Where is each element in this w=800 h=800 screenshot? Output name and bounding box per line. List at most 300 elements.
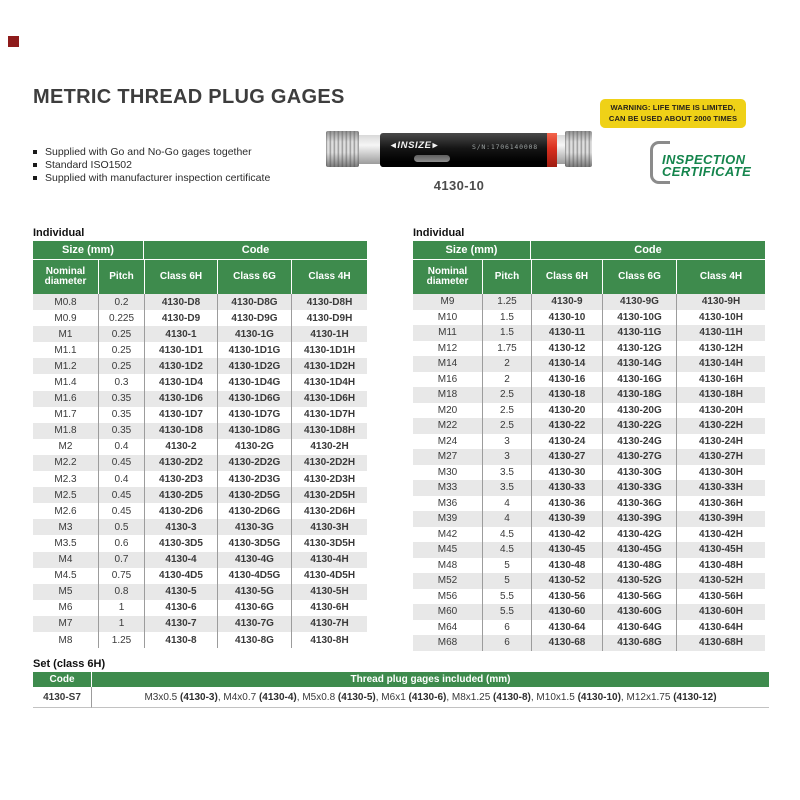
- table-row: [413, 496, 765, 512]
- code-cell: 4130-68: [531, 635, 602, 651]
- col-class-6h: Class 6H: [144, 260, 217, 294]
- nominal-diameter-cell: M1.8: [54, 425, 77, 437]
- table-row: [33, 294, 367, 310]
- code-cell: 4130-D8G: [217, 294, 291, 310]
- nominal-diameter-cell: M0.9: [54, 312, 77, 324]
- pitch-cell: 0.35: [98, 391, 144, 407]
- code-cell: 4130-2D3G: [217, 471, 291, 487]
- code-cell: 4130-24H: [676, 434, 765, 450]
- pitch-cell: 0.8: [98, 584, 144, 600]
- pitch-cell: 1.5: [482, 310, 531, 326]
- code-cell: 4130-64: [531, 620, 602, 636]
- table-row: [413, 356, 765, 372]
- included-gage-code: (4130-12): [673, 691, 717, 703]
- table-row: [413, 558, 765, 574]
- pitch-cell: 4: [482, 511, 531, 527]
- nominal-diameter-cell: M6: [58, 602, 73, 614]
- nominal-diameter-cell: M33: [437, 482, 458, 494]
- pitch-cell: 0.45: [98, 455, 144, 471]
- code-cell: 4130-68H: [676, 635, 765, 651]
- header-group-row: [33, 241, 367, 260]
- code-cell: 4130-42G: [602, 527, 676, 543]
- col-pitch: Pitch: [482, 260, 531, 294]
- nominal-diameter-cell: M3: [58, 521, 73, 533]
- code-cell: 4130-2D5G: [217, 487, 291, 503]
- set-code-value: 4130-S7: [33, 687, 91, 708]
- nominal-diameter-cell: M1.6: [54, 393, 77, 405]
- table-row: [33, 471, 367, 487]
- pitch-cell: 0.3: [98, 374, 144, 390]
- table-row: [413, 465, 765, 481]
- pitch-cell: 5.5: [482, 589, 531, 605]
- code-cell: 4130-20G: [602, 403, 676, 419]
- code-cell: 4130-6H: [291, 600, 367, 616]
- col-class-6g: Class 6G: [602, 260, 676, 294]
- included-gage-code: (4130-3): [180, 691, 218, 703]
- code-cell: 4130-10G: [602, 310, 676, 326]
- pitch-cell: 0.45: [98, 503, 144, 519]
- code-cell: 4130-33: [531, 480, 602, 496]
- table-row: [33, 326, 367, 342]
- code-cell: 4130-1D8H: [291, 423, 367, 439]
- nominal-diameter-cell: M2.2: [54, 457, 77, 469]
- code-cell: 4130-8H: [291, 632, 367, 648]
- code-cell: 4130-52: [531, 573, 602, 589]
- go-thread-end: [326, 131, 359, 167]
- code-cell: 4130-1D1: [144, 342, 217, 358]
- pitch-cell: 1: [98, 616, 144, 632]
- code-cell: 4130-D9G: [217, 310, 291, 326]
- code-cell: 4130-14G: [602, 356, 676, 372]
- nominal-diameter-cell: M68: [437, 637, 458, 649]
- table-row: [33, 455, 367, 471]
- included-gage-code: (4130-8): [493, 691, 531, 703]
- code-cell: 4130-60: [531, 604, 602, 620]
- table-row: [413, 620, 765, 636]
- code-cell: 4130-12G: [602, 341, 676, 357]
- code-cell: 4130-18G: [602, 387, 676, 403]
- table-row: [33, 568, 367, 584]
- code-cell: 4130-1G: [217, 326, 291, 342]
- table-row: [413, 418, 765, 434]
- table-row: [33, 584, 367, 600]
- included-gage-code: (4130-6): [408, 691, 447, 703]
- table-row: [33, 552, 367, 568]
- pitch-cell: 5: [482, 573, 531, 589]
- nominal-diameter-cell: M64: [437, 621, 458, 633]
- code-cell: 4130-9: [531, 294, 602, 310]
- nominal-diameter-cell: M60: [437, 606, 458, 618]
- pitch-cell: 3: [482, 449, 531, 465]
- code-cell: 4130-5G: [217, 584, 291, 600]
- code-cell: 4130-11G: [602, 325, 676, 341]
- table-row: [33, 407, 367, 423]
- header-size-group: Size (mm): [33, 241, 144, 260]
- pitch-cell: 1.5: [482, 325, 531, 341]
- code-cell: 4130-D9H: [291, 310, 367, 326]
- warning-badge: [600, 99, 746, 128]
- table-row: [33, 600, 367, 616]
- code-cell: 4130-5H: [291, 584, 367, 600]
- code-cell: 4130-36G: [602, 496, 676, 512]
- code-cell: 4130-1D6H: [291, 391, 367, 407]
- individual-table-right: [413, 228, 765, 651]
- set-header-row: [33, 672, 769, 687]
- code-cell: 4130-4G: [217, 552, 291, 568]
- code-cell: 4130-2D3H: [291, 471, 367, 487]
- col-set-included: Thread plug gages included (mm): [91, 672, 769, 687]
- code-cell: 4130-6G: [217, 600, 291, 616]
- table-row: [33, 487, 367, 503]
- code-cell: 4130-1D1H: [291, 342, 367, 358]
- code-cell: 4130-27: [531, 449, 602, 465]
- code-cell: 4130-36H: [676, 496, 765, 512]
- code-cell: 4130-1D8: [144, 423, 217, 439]
- pitch-cell: 2.5: [482, 403, 531, 419]
- table-row: [413, 604, 765, 620]
- table-row: [413, 325, 765, 341]
- nominal-diameter-cell: M2.5: [54, 489, 77, 501]
- table-row: [413, 589, 765, 605]
- code-cell: 4130-4D5: [144, 568, 217, 584]
- set-row: [33, 687, 769, 708]
- nominal-diameter-cell: M2: [58, 441, 73, 453]
- nominal-diameter-cell: M8: [58, 634, 73, 646]
- table-row: [413, 511, 765, 527]
- code-cell: 4130-2D2G: [217, 455, 291, 471]
- header-group-row: [413, 241, 765, 260]
- code-cell: 4130-1D7H: [291, 407, 367, 423]
- nominal-diameter-cell: M1.2: [54, 360, 77, 372]
- code-cell: 4130-3G: [217, 519, 291, 535]
- nominal-diameter-cell: M27: [437, 451, 458, 463]
- table-row: [33, 358, 367, 374]
- nominal-diameter-cell: M20: [437, 404, 458, 416]
- nominal-diameter-cell: M7: [58, 618, 73, 630]
- code-cell: 4130-22G: [602, 418, 676, 434]
- code-cell: 4130-27G: [602, 449, 676, 465]
- code-cell: 4130-42H: [676, 527, 765, 543]
- code-cell: 4130-1D1G: [217, 342, 291, 358]
- code-cell: 4130-39G: [602, 511, 676, 527]
- code-cell: 4130-6: [144, 600, 217, 616]
- code-cell: 4130-11H: [676, 325, 765, 341]
- code-cell: 4130-3D5H: [291, 535, 367, 551]
- code-cell: 4130-1D7: [144, 407, 217, 423]
- header-columns-row: [413, 260, 765, 294]
- code-cell: 4130-5: [144, 584, 217, 600]
- code-cell: 4130-1: [144, 326, 217, 342]
- feature-list: [33, 147, 270, 186]
- code-cell: 4130-24G: [602, 434, 676, 450]
- pitch-cell: 6: [482, 635, 531, 651]
- inspection-certificate-logo: [650, 141, 750, 187]
- nominal-diameter-cell: M45: [437, 544, 458, 556]
- nominal-diameter-cell: M22: [437, 420, 458, 432]
- code-cell: 4130-22: [531, 418, 602, 434]
- nominal-diameter-cell: M24: [437, 435, 458, 447]
- set-section: [33, 659, 769, 708]
- table-row: [413, 294, 765, 310]
- nominal-diameter-cell: M5: [58, 586, 73, 598]
- pitch-cell: 4: [482, 496, 531, 512]
- collar-right: [557, 135, 565, 164]
- nominal-diameter-cell: M10: [437, 311, 458, 323]
- code-cell: 4130-48: [531, 558, 602, 574]
- certificate-line2: CERTIFICATE: [662, 163, 752, 179]
- code-cell: 4130-52H: [676, 573, 765, 589]
- certificate-line1: INSPECTION: [662, 152, 746, 167]
- pitch-cell: 0.225: [98, 310, 144, 326]
- section-label-individual-right: Individual: [413, 227, 465, 239]
- table-row: [33, 391, 367, 407]
- nominal-diameter-cell: M4: [58, 554, 73, 566]
- metric-gage-table-right: [413, 241, 765, 651]
- code-cell: 4130-39: [531, 511, 602, 527]
- code-cell: 4130-10H: [676, 310, 765, 326]
- nominal-diameter-cell: M56: [437, 590, 458, 602]
- gage-handle: [380, 133, 547, 167]
- code-cell: 4130-4: [144, 552, 217, 568]
- code-cell: 4130-45G: [602, 542, 676, 558]
- header-code-group: Code: [144, 241, 367, 260]
- code-cell: 4130-30H: [676, 465, 765, 481]
- table-row: [413, 542, 765, 558]
- code-cell: 4130-42: [531, 527, 602, 543]
- code-cell: 4130-1D7G: [217, 407, 291, 423]
- pitch-cell: 0.5: [98, 519, 144, 535]
- nominal-diameter-cell: M1: [58, 328, 73, 340]
- code-cell: 4130-16H: [676, 372, 765, 388]
- code-cell: 4130-8: [144, 632, 217, 648]
- code-cell: 4130-2D6H: [291, 503, 367, 519]
- code-cell: 4130-8G: [217, 632, 291, 648]
- pitch-cell: 5: [482, 558, 531, 574]
- pitch-cell: 6: [482, 620, 531, 636]
- warning-line2: CAN BE USED ABOUT 2000 TIMES: [608, 113, 738, 123]
- nominal-diameter-cell: M4.5: [54, 570, 77, 582]
- code-cell: 4130-3D5G: [217, 535, 291, 551]
- nogo-thread-end: [565, 131, 592, 167]
- code-cell: 4130-3H: [291, 519, 367, 535]
- code-cell: 4130-56H: [676, 589, 765, 605]
- pitch-cell: 3: [482, 434, 531, 450]
- code-cell: 4130-D8H: [291, 294, 367, 310]
- pitch-cell: 1.25: [482, 294, 531, 310]
- table-row: [33, 519, 367, 535]
- code-cell: 4130-3D5: [144, 535, 217, 551]
- pitch-cell: 3.5: [482, 480, 531, 496]
- code-cell: 4130-2D2: [144, 455, 217, 471]
- code-cell: 4130-1D2G: [217, 358, 291, 374]
- code-cell: 4130-1D4H: [291, 374, 367, 390]
- nogo-red-band: [547, 133, 557, 167]
- nominal-diameter-cell: M36: [437, 497, 458, 509]
- code-cell: 4130-30: [531, 465, 602, 481]
- code-cell: 4130-30G: [602, 465, 676, 481]
- code-cell: 4130-D9: [144, 310, 217, 326]
- pitch-cell: 0.25: [98, 358, 144, 374]
- pitch-cell: 1: [98, 600, 144, 616]
- code-cell: 4130-60G: [602, 604, 676, 620]
- nominal-diameter-cell: M14: [437, 358, 458, 370]
- col-class-4h: Class 4H: [676, 260, 765, 294]
- included-gage-code: (4130-4): [258, 691, 297, 703]
- code-cell: 4130-24: [531, 434, 602, 450]
- col-class-4h: Class 4H: [291, 260, 367, 294]
- header-size-group: Size (mm): [413, 241, 531, 260]
- code-cell: 4130-4D5G: [217, 568, 291, 584]
- corner-marker: [8, 36, 19, 47]
- serial-number: S/N:1706140008: [472, 143, 538, 151]
- table-row: [33, 374, 367, 390]
- table-row: [33, 423, 367, 439]
- included-gage-code: (4130-10): [577, 691, 621, 703]
- col-set-code: Code: [33, 672, 91, 687]
- code-cell: 4130-20: [531, 403, 602, 419]
- certificate-text: [662, 154, 751, 177]
- pitch-cell: 0.6: [98, 535, 144, 551]
- pitch-cell: 5.5: [482, 604, 531, 620]
- nominal-diameter-cell: M30: [437, 466, 458, 478]
- col-nominal-diameter: Nominal diameter: [413, 260, 482, 294]
- code-cell: 4130-11: [531, 325, 602, 341]
- col-class-6g: Class 6G: [217, 260, 291, 294]
- pitch-cell: 4.5: [482, 527, 531, 543]
- feature-item: Supplied with manufacturer inspection certificate: [33, 173, 270, 184]
- table-row: [33, 503, 367, 519]
- product-model-label: 4130-10: [433, 178, 485, 193]
- pitch-cell: 2: [482, 372, 531, 388]
- table-row: [413, 403, 765, 419]
- code-cell: 4130-1D6G: [217, 391, 291, 407]
- pitch-cell: 4.5: [482, 542, 531, 558]
- brand-logo: ◂ INSIZE ▸: [391, 140, 438, 151]
- code-cell: 4130-64G: [602, 620, 676, 636]
- pitch-cell: 0.35: [98, 407, 144, 423]
- code-cell: 4130-39H: [676, 511, 765, 527]
- pitch-cell: 1.25: [98, 632, 144, 648]
- table-row: [33, 616, 367, 632]
- code-cell: 4130-48H: [676, 558, 765, 574]
- code-cell: 4130-45H: [676, 542, 765, 558]
- header-columns-row: [33, 260, 367, 294]
- code-cell: 4130-7H: [291, 616, 367, 632]
- code-cell: 4130-2H: [291, 439, 367, 455]
- nominal-diameter-cell: M1.4: [54, 377, 77, 389]
- table-row: [33, 310, 367, 326]
- pitch-cell: 0.45: [98, 487, 144, 503]
- code-cell: 4130-12H: [676, 341, 765, 357]
- code-cell: 4130-14H: [676, 356, 765, 372]
- table-row: [413, 372, 765, 388]
- code-cell: 4130-2D5: [144, 487, 217, 503]
- code-cell: 4130-2: [144, 439, 217, 455]
- code-cell: 4130-1H: [291, 326, 367, 342]
- code-cell: 4130-45: [531, 542, 602, 558]
- code-cell: 4130-7G: [217, 616, 291, 632]
- pitch-cell: 0.25: [98, 326, 144, 342]
- set-included-list: M3x0.5 (4130-3), M4x0.7 (4130-4), M5x0.8 (4130-5), M6x1 (4130-6), M8x1.25 (4130-8), M10x1.5 (4130-10), M12x1.75 (4130-12): [91, 687, 769, 708]
- feature-item: Supplied with Go and No-Go gages together: [33, 147, 270, 158]
- code-cell: 4130-18H: [676, 387, 765, 403]
- nominal-diameter-cell: M11: [438, 327, 457, 339]
- table-row: [33, 439, 367, 455]
- table-row: [413, 573, 765, 589]
- code-cell: 4130-16G: [602, 372, 676, 388]
- nominal-diameter-cell: M3.5: [54, 537, 77, 549]
- metric-gage-table-left: [33, 241, 367, 648]
- code-cell: 4130-16: [531, 372, 602, 388]
- code-cell: 4130-64H: [676, 620, 765, 636]
- nominal-diameter-cell: M1.1: [54, 344, 77, 356]
- code-cell: 4130-33G: [602, 480, 676, 496]
- nominal-diameter-cell: M52: [437, 575, 458, 587]
- nominal-diameter-cell: M2.6: [54, 505, 77, 517]
- code-cell: 4130-56G: [602, 589, 676, 605]
- code-cell: 4130-4D5H: [291, 568, 367, 584]
- code-cell: 4130-48G: [602, 558, 676, 574]
- nominal-diameter-cell: M48: [437, 559, 458, 571]
- section-label-set: Set (class 6H): [33, 658, 106, 670]
- code-cell: 4130-D8: [144, 294, 217, 310]
- code-cell: 4130-2D3: [144, 471, 217, 487]
- pitch-cell: 0.75: [98, 568, 144, 584]
- code-cell: 4130-3: [144, 519, 217, 535]
- nominal-diameter-cell: M9: [440, 296, 455, 308]
- table-row: [413, 527, 765, 543]
- nominal-diameter-cell: M39: [437, 513, 458, 525]
- nominal-diameter-cell: M16: [437, 373, 458, 385]
- col-pitch: Pitch: [98, 260, 144, 294]
- code-cell: 4130-68G: [602, 635, 676, 651]
- included-gage-code: (4130-5): [337, 691, 376, 703]
- code-cell: 4130-1D4G: [217, 374, 291, 390]
- code-cell: 4130-1D2: [144, 358, 217, 374]
- code-cell: 4130-14: [531, 356, 602, 372]
- set-table: [33, 672, 769, 708]
- pitch-cell: 2.5: [482, 387, 531, 403]
- code-cell: 4130-4H: [291, 552, 367, 568]
- table-row: [33, 342, 367, 358]
- table-row: [413, 434, 765, 450]
- code-cell: 4130-7: [144, 616, 217, 632]
- nominal-diameter-cell: M0.8: [54, 296, 77, 308]
- code-cell: 4130-22H: [676, 418, 765, 434]
- pitch-cell: 0.4: [98, 471, 144, 487]
- handle-slot: [414, 155, 450, 162]
- code-cell: 4130-18: [531, 387, 602, 403]
- code-cell: 4130-2D6: [144, 503, 217, 519]
- code-cell: 4130-27H: [676, 449, 765, 465]
- table-row: [33, 535, 367, 551]
- nominal-diameter-cell: M2.3: [54, 473, 77, 485]
- col-nominal-diameter: Nominal diameter: [33, 260, 98, 294]
- code-cell: 4130-2D6G: [217, 503, 291, 519]
- code-cell: 4130-1D4: [144, 374, 217, 390]
- pitch-cell: 2.5: [482, 418, 531, 434]
- pitch-cell: 3.5: [482, 465, 531, 481]
- pitch-cell: 0.4: [98, 439, 144, 455]
- table-row: [413, 449, 765, 465]
- col-class-6h: Class 6H: [531, 260, 602, 294]
- table-row: [413, 310, 765, 326]
- pitch-cell: 0.2: [98, 294, 144, 310]
- code-cell: 4130-9H: [676, 294, 765, 310]
- code-cell: 4130-56: [531, 589, 602, 605]
- page-title: METRIC THREAD PLUG GAGES: [33, 86, 345, 108]
- pitch-cell: 0.7: [98, 552, 144, 568]
